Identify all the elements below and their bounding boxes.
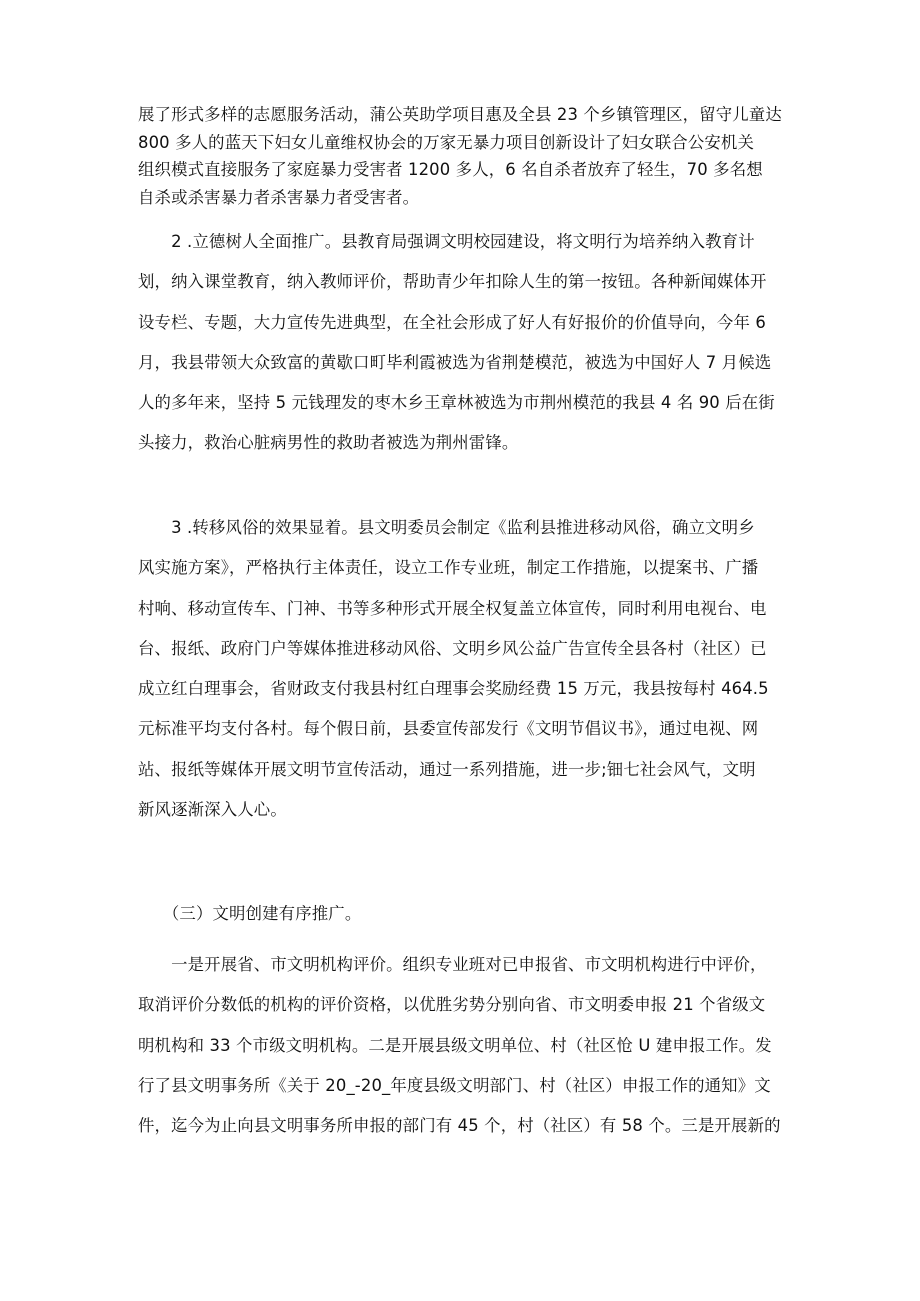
paragraph-item-2-moral-education: [138, 222, 788, 464]
text-line: 800 多人的蓝天下妇女儿童维权协会的万家无暴力项目创新设计了妇女联合公安机关: [138, 132, 755, 152]
text-line: 人的多年来，坚持 5 元钱理发的枣木乡王章林被选为市荆州模范的我县 4 名 90 后在街: [138, 393, 775, 413]
text-line: 风实施方案》，严格执行主体责任，设立工作专业班，制定工作措施，以提案书、广播: [138, 558, 759, 578]
paragraph-volunteer-services: [138, 101, 788, 211]
text-line: 划，纳入课堂教育，纳入教师评价，帮助青少年扣除人生的第一按钮。各种新闻媒体开: [138, 272, 767, 292]
text-line: 2 .立德树人全面推广。县教育局强调文明校园建设，将文明行为培养纳入教育计: [138, 232, 755, 251]
section-heading-3: [138, 902, 788, 926]
text-line: 明机构和 33 个市级文明机构。二是开展县级文明单位、村（社区怆 U 建申报工作。发: [138, 1035, 772, 1055]
text-line: 台、报纸、政府门户等媒体推进移动风俗、文明乡风公益广告宣传全县各村（社区）已: [138, 638, 767, 658]
text-line: 组织模式直接服务了家庭暴力受害者 1200 多人，6 名自杀者放弃了轻生，70 多名想: [138, 160, 763, 180]
text-line: （三）文明创建有序推广。: [138, 904, 362, 923]
text-line: 站、报纸等媒体开展文明节宣传活动，通过一系列措施，进一步;钿七社会风气，文明: [138, 759, 756, 779]
paragraph-item-3-customs-reform: [138, 508, 788, 830]
text-line: 元标准平均支付各村。每个假日前，县委宣传部发行《文明节倡议书》，通过电视、网: [138, 719, 759, 739]
text-line: 行了县文明事务所《关于 20_-20_年度县级文明部门、村（社区）申报工作的通知》文: [138, 1075, 771, 1095]
text-line: 村响、移动宣传车、门神、书等多种形式开展全权复盖立体宣传，同时利用电视台、电: [138, 598, 767, 618]
text-line: 月，我县带领大众致富的黄歇口町毕利霞被选为省荆楚模范，被选为中国好人 7 月候选: [138, 352, 772, 372]
text-line: 取消评价分数低的机构的评价资格，以优胜劣势分别向省、市文明委申报 21 个省级文: [138, 995, 766, 1015]
text-line: 3 .转移风俗的效果显着。县文明委员会制定《监利县推进移动风俗，确立文明乡: [138, 518, 755, 537]
text-line: 头接力，救治心脏病男性的救助者被选为荆州雷锋。: [138, 433, 519, 453]
text-line: 一是开展省、市文明机构评价。组织专业班对已申报省、市文明机构进行中评价，: [138, 955, 767, 974]
paragraph-civilization-evaluation: [138, 945, 788, 1146]
text-line: 设专栏、专题，大力宣传先进典型，在全社会形成了好人有好报价的价值导向，今年 6: [138, 312, 766, 332]
text-line: 件，迄今为止向县文明事务所申报的部门有 45 个，村（社区）有 58 个。三是开展新的: [138, 1116, 781, 1136]
text-line: 成立红白理事会，省财政支付我县村红白理事会奖励经费 15 万元，我县按每村 464.5: [138, 679, 769, 699]
text-line: 新风逐渐深入人心。: [138, 800, 287, 820]
text-line: 展了形式多样的志愿服务活动，蒲公英助学项目惠及全县 23 个乡镇管理区，留守儿童达: [138, 105, 782, 124]
text-line: 自杀或杀害暴力者杀害暴力者受害者。: [138, 187, 420, 207]
